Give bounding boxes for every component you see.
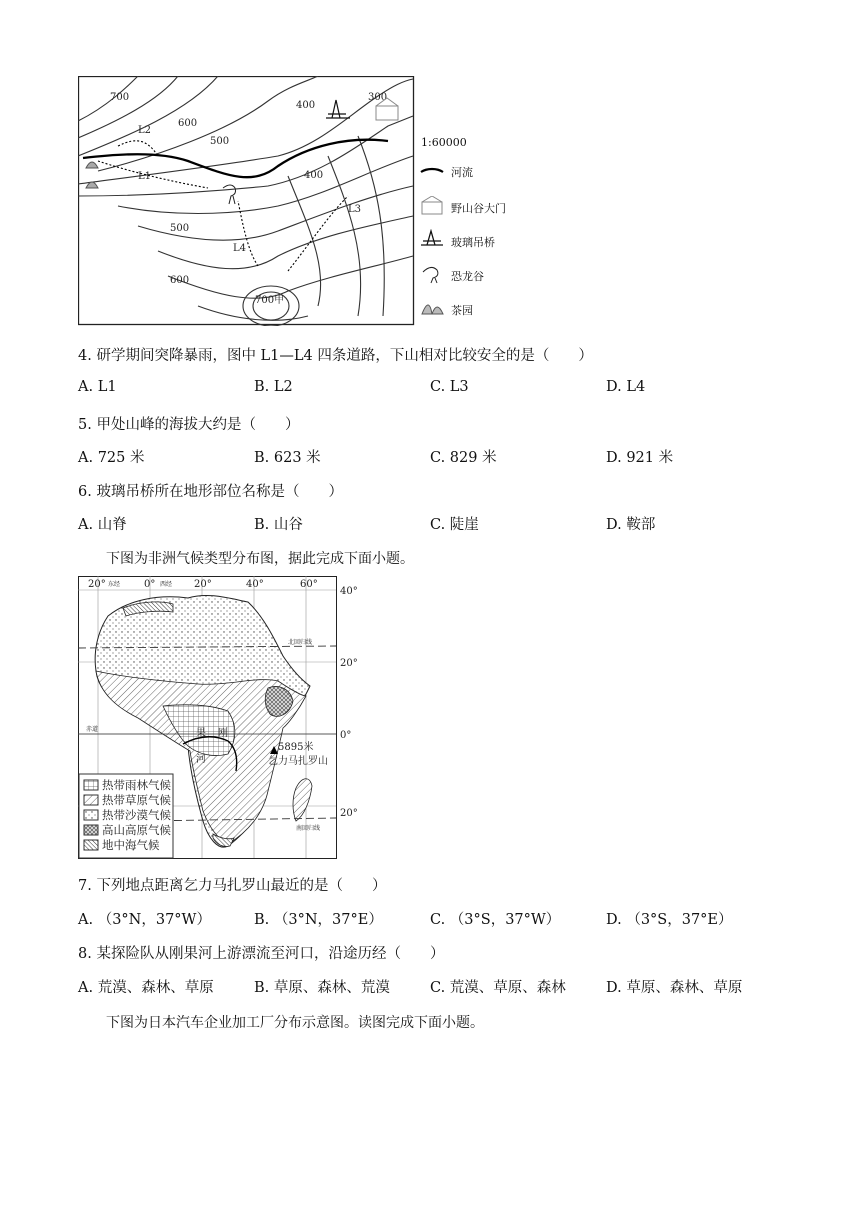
legend-label: 恐龙谷 — [451, 270, 484, 283]
option-c[interactable]: C. 829 米 — [430, 450, 497, 466]
contour-label: 400 — [304, 170, 324, 181]
option-c[interactable]: C. （3°S，37°W） — [430, 912, 561, 928]
lon-label: 60° — [300, 579, 318, 590]
lat-label: 0° — [340, 730, 352, 741]
contour-label: 500 — [170, 223, 190, 234]
legend-label: 野山谷大门 — [451, 202, 506, 215]
option-b[interactable]: B. L2 — [254, 379, 293, 395]
line-label: 赤道 — [86, 726, 99, 733]
route-label: L3 — [348, 204, 362, 215]
legend-label: 玻璃吊桥 — [451, 236, 495, 249]
option-b[interactable]: B. 山谷 — [254, 517, 303, 533]
contour-label: 600 — [170, 275, 190, 286]
option-d[interactable]: D. 草原、森林、草原 — [606, 980, 743, 996]
route-label: L4 — [233, 243, 247, 254]
contour-label: 400 — [296, 100, 316, 111]
option-d[interactable]: D. 鞍部 — [606, 517, 656, 533]
option-a[interactable]: A. 荒漠、森林、草原 — [78, 980, 214, 996]
legend-swatch — [84, 825, 98, 835]
option-a[interactable]: A. L1 — [78, 379, 117, 395]
contour-label: 700 — [110, 92, 130, 103]
section-intro: 下图为日本汽车企业加工厂分布示意图。读图完成下面小题。 — [106, 1015, 484, 1031]
legend-swatch — [84, 780, 98, 790]
contour-label: 600 — [178, 118, 198, 129]
lon-label: 0° — [144, 579, 156, 590]
legend-label: 高山高原气候 — [102, 823, 171, 837]
question-stem: 7. 下列地点距离乞力马扎罗山最近的是（ ） — [78, 878, 387, 894]
lat-label: 20° — [340, 808, 358, 819]
question-stem: 6. 玻璃吊桥所在地形部位名称是（ ） — [78, 484, 343, 500]
lon-label: 20° — [194, 579, 212, 590]
option-a[interactable]: A. 山脊 — [78, 517, 127, 533]
river-label: 刚 — [218, 728, 228, 739]
contour-label: 500 — [210, 136, 230, 147]
route-label: L1 — [138, 171, 152, 182]
legend-label: 热带雨林气候 — [102, 778, 171, 792]
meridian-note: 西经 — [160, 581, 173, 588]
option-d[interactable]: D. 921 米 — [606, 450, 674, 466]
lon-label: 20° — [88, 579, 106, 590]
option-d[interactable]: D. L4 — [606, 379, 646, 395]
river-line-icon — [419, 164, 445, 176]
topo-legend — [419, 134, 529, 326]
lon-label: 40° — [246, 579, 264, 590]
legend-swatch — [84, 840, 98, 850]
meridian-note: 东经 — [108, 581, 121, 588]
legend-swatch — [84, 810, 98, 820]
option-b[interactable]: B. 623 米 — [254, 450, 321, 466]
option-a[interactable]: A. （3°N，37°W） — [78, 912, 211, 928]
question-stem: 8. 某探险队从刚果河上游漂流至河口，沿途历经（ ） — [78, 946, 445, 962]
peak-label: 700甲 — [255, 295, 285, 306]
dinosaur-icon — [419, 262, 445, 284]
legend-label: 热带草原气候 — [102, 793, 171, 807]
peak-name: 乞力马扎罗山 — [268, 756, 328, 767]
legend-label: 茶园 — [451, 304, 473, 317]
africa-climate-map — [78, 576, 362, 860]
line-label: 南回归线 — [296, 825, 321, 832]
option-c[interactable]: C. 陡崖 — [430, 517, 479, 533]
question-stem: 4. 研学期间突降暴雨，图中 L1—L4 四条道路，下山相对比较安全的是（ ） — [78, 348, 593, 364]
option-a[interactable]: A. 725 米 — [78, 450, 145, 466]
river-label: 河 — [196, 754, 206, 765]
option-d[interactable]: D. （3°S，37°E） — [606, 912, 733, 928]
legend-label: 河流 — [451, 166, 473, 179]
legend-label: 热带沙漠气候 — [102, 808, 171, 822]
option-b[interactable]: B. 草原、森林、荒漠 — [254, 980, 390, 996]
topographic-map — [78, 76, 416, 326]
option-c[interactable]: C. L3 — [430, 379, 469, 395]
option-c[interactable]: C. 荒漠、草原、森林 — [430, 980, 566, 996]
gate-icon — [419, 196, 445, 216]
lat-label: 40° — [340, 586, 358, 597]
question-stem: 5. 甲处山峰的海拔大约是（ ） — [78, 417, 300, 433]
map-scale: 1:60000 — [421, 136, 467, 149]
lat-label: 20° — [340, 658, 358, 669]
contour-label: 300 — [368, 92, 388, 103]
tea-garden-icon — [419, 296, 445, 316]
route-label: L2 — [138, 125, 152, 136]
legend-label: 地中海气候 — [102, 838, 160, 852]
section-intro: 下图为非洲气候类型分布图，据此完成下面小题。 — [106, 551, 414, 567]
option-b[interactable]: B. （3°N，37°E） — [254, 912, 383, 928]
peak-elevation: 5895米 — [278, 742, 314, 753]
line-label: 北回归线 — [288, 639, 313, 646]
glass-bridge-icon — [419, 229, 445, 249]
legend-swatch — [84, 795, 98, 805]
river-label: 果 — [196, 728, 206, 739]
